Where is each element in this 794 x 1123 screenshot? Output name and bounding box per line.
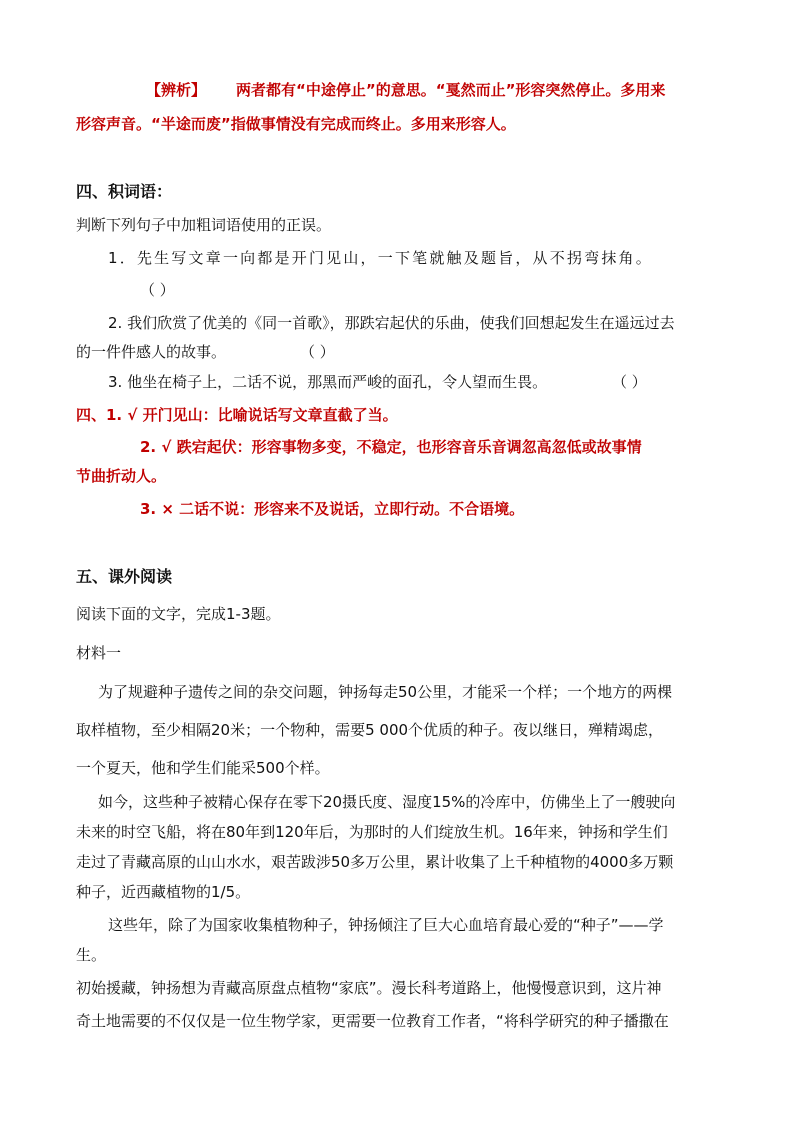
- question-1-blank: （ ）: [140, 281, 175, 299]
- question-3-line-1: 3. 他坐在椅子上，二话不说，那黑而严峻的面孔，令人望而生畏。: [108, 373, 548, 391]
- answer-1: 四、1. √ 开门见山：比喻说话写文章直截了当。: [76, 406, 398, 424]
- paragraph-2-line-2: 未来的时空飞船，将在80年到120年后，为那时的人们绽放生机。16年来，钟扬和学生们: [76, 823, 668, 841]
- paragraph-1-line-3: 一个夏天，他和学生们能采500个样。: [76, 759, 330, 777]
- paragraph-2-line-1: 如今，这些种子被精心保存在零下20摄氏度、湿度15%的冷库中，仿佛坐上了一艘驶向: [98, 793, 676, 811]
- question-2-blank: （ ）: [300, 343, 335, 361]
- section-4-instruction: 判断下列句子中加粗词语使用的正误。: [76, 216, 332, 234]
- answer-2-line-2: 节曲折动人。: [76, 467, 167, 485]
- section-5-instruction: 阅读下面的文字，完成1-3题。: [76, 605, 281, 623]
- answer-2-line-1: 2. √ 跌宕起伏：形容事物多变，不稳定，也形容音乐音调忽高忽低或故事情: [140, 438, 642, 456]
- paragraph-1-line-1: 为了规避种子遗传之间的杂交问题，钟扬每走50公里，才能采一个样；一个地方的两棵: [98, 683, 673, 701]
- paragraph-2-line-4: 种子，近西藏植物的1/5。: [76, 883, 251, 901]
- paragraph-2-line-3: 走过了青藏高原的山山水水，艰苦跋涉50多万公里，累计收集了上千种植物的4000多万颗: [76, 853, 674, 871]
- paragraph-1-line-2: 取样植物，至少相隔20米；一个物种，需要5 000个优质的种子。夜以继日，殚精竭虑，: [76, 721, 664, 739]
- paragraph-3-line-2: 生。: [76, 946, 107, 964]
- question-1-line-1: 1．先生写文章一向都是开门见山，一下笔就触及题旨，从不拐弯抹角。: [108, 249, 653, 267]
- question-2-line-2: 的一件件感人的故事。: [76, 343, 227, 361]
- material-label: 材料一: [76, 644, 122, 662]
- question-3-blank: （ ）: [612, 373, 647, 391]
- answer-3: 3. × 二话不说：形容来不及说话，立即行动。不合语境。: [140, 500, 525, 518]
- question-2-line-1: 2. 我们欣赏了优美的《同一首歌》，那跌宕起伏的乐曲，使我们回想起发生在遥远过去: [108, 314, 675, 332]
- paragraph-4-line-1: 初始援藏，钟扬想为青藏高原盘点植物“家底”。漫长科考道路上，他慢慢意识到，这片神: [76, 979, 662, 997]
- paragraph-4-line-2: 奇土地需要的不仅仅是一位生物学家，更需要一位教育工作者，“将科学研究的种子播撒在: [76, 1012, 669, 1030]
- analysis-text-line-1: 两者都有“中途停止”的意思。“戛然而止”形容突然停止。多用来: [236, 81, 666, 99]
- paragraph-3-line-1: 这些年，除了为国家收集植物种子，钟扬倾注了巨大心血培育最心爱的“种子”——学: [108, 916, 664, 934]
- analysis-tag: 【辨析】: [146, 81, 207, 99]
- section-4-heading: 四、积词语：: [76, 182, 173, 201]
- analysis-text-line-2: 形容声音。“半途而废”指做事情没有完成而终止。多用来形容人。: [76, 115, 516, 133]
- section-5-heading: 五、课外阅读: [76, 567, 173, 586]
